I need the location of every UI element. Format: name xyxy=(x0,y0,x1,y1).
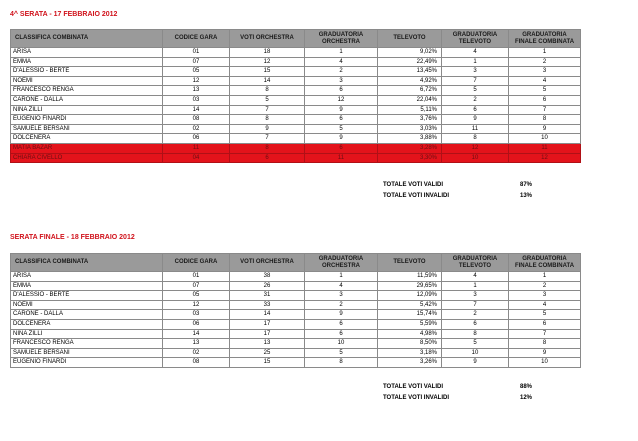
cell-voti-orchestra: 31 xyxy=(230,291,305,301)
cell-artist: EUGENIO FINARDI xyxy=(11,115,163,125)
cell-artist: EMMA xyxy=(11,281,163,291)
cell-televoto: 3,28% xyxy=(378,143,442,153)
cell-voti-orchestra: 7 xyxy=(230,134,305,144)
header-graduatoria-orchestra: GRADUATORIA ORCHESTRA xyxy=(305,254,378,272)
cell-televoto: 3,30% xyxy=(378,153,442,163)
cell-graduatoria-televoto: 6 xyxy=(442,105,509,115)
cell-televoto: 12,09% xyxy=(378,291,442,301)
section1-table xyxy=(10,29,581,163)
cell-graduatoria-televoto: 8 xyxy=(442,134,509,144)
cell-voti-orchestra: 8 xyxy=(230,115,305,125)
cell-televoto: 22,04% xyxy=(378,95,442,105)
table-row xyxy=(11,95,581,105)
cell-televoto: 15,74% xyxy=(378,310,442,320)
table-row xyxy=(11,339,581,349)
cell-artist: ARISA xyxy=(11,272,163,282)
valid-votes-label: TOTALE VOTI VALIDI xyxy=(383,182,443,188)
cell-graduatoria-orchestra: 3 xyxy=(305,291,378,301)
table-row xyxy=(11,57,581,67)
table-row xyxy=(11,86,581,96)
cell-voti-orchestra: 26 xyxy=(230,281,305,291)
table-row xyxy=(11,115,581,125)
cell-artist: CHIARA CIVELLO xyxy=(11,153,163,163)
table-row xyxy=(11,124,581,134)
cell-codice-gara: 02 xyxy=(163,348,230,358)
cell-graduatoria-finale: 9 xyxy=(509,124,581,134)
invalid-votes-value: 12% xyxy=(520,395,533,401)
table-row xyxy=(11,329,581,339)
cell-graduatoria-orchestra: 6 xyxy=(305,143,378,153)
cell-artist: CARONE - DALLA xyxy=(11,95,163,105)
cell-graduatoria-finale: 10 xyxy=(509,134,581,144)
cell-graduatoria-televoto: 7 xyxy=(442,76,509,86)
cell-graduatoria-orchestra: 1 xyxy=(305,48,378,58)
cell-graduatoria-orchestra: 9 xyxy=(305,310,378,320)
cell-graduatoria-finale: 9 xyxy=(509,348,581,358)
table-row xyxy=(11,48,581,58)
cell-graduatoria-televoto: 11 xyxy=(442,124,509,134)
cell-graduatoria-televoto: 10 xyxy=(442,153,509,163)
header-voti-orchestra: VOTI ORCHESTRA xyxy=(230,30,305,48)
table-row xyxy=(11,272,581,282)
cell-televoto: 22,49% xyxy=(378,57,442,67)
cell-codice-gara: 01 xyxy=(163,48,230,58)
cell-artist: MATIA BAZAR xyxy=(11,143,163,153)
cell-graduatoria-finale: 12 xyxy=(509,153,581,163)
table-row xyxy=(11,310,581,320)
cell-graduatoria-televoto: 2 xyxy=(442,95,509,105)
cell-codice-gara: 11 xyxy=(163,143,230,153)
cell-graduatoria-televoto: 9 xyxy=(442,115,509,125)
cell-codice-gara: 13 xyxy=(163,86,230,96)
invalid-votes-label: TOTALE VOTI INVALIDI xyxy=(383,193,449,199)
cell-codice-gara: 04 xyxy=(163,153,230,163)
cell-graduatoria-orchestra: 10 xyxy=(305,339,378,349)
cell-graduatoria-finale: 4 xyxy=(509,76,581,86)
cell-artist: NINA ZILLI xyxy=(11,329,163,339)
cell-televoto: 3,76% xyxy=(378,115,442,125)
cell-graduatoria-orchestra: 12 xyxy=(305,95,378,105)
cell-codice-gara: 06 xyxy=(163,134,230,144)
table-row xyxy=(11,348,581,358)
cell-graduatoria-orchestra: 5 xyxy=(305,348,378,358)
cell-codice-gara: 07 xyxy=(163,57,230,67)
header-televoto: TELEVOTO xyxy=(378,30,442,48)
table-row xyxy=(11,291,581,301)
table-row xyxy=(11,319,581,329)
cell-voti-orchestra: 14 xyxy=(230,310,305,320)
cell-graduatoria-finale: 1 xyxy=(509,48,581,58)
cell-graduatoria-orchestra: 4 xyxy=(305,281,378,291)
cell-televoto: 4,98% xyxy=(378,329,442,339)
cell-graduatoria-orchestra: 9 xyxy=(305,134,378,144)
cell-voti-orchestra: 6 xyxy=(230,153,305,163)
cell-artist: EMMA xyxy=(11,57,163,67)
cell-graduatoria-televoto: 2 xyxy=(442,310,509,320)
header-televoto: TELEVOTO xyxy=(378,254,442,272)
cell-artist: EUGENIO FINARDI xyxy=(11,358,163,368)
cell-graduatoria-finale: 7 xyxy=(509,329,581,339)
cell-graduatoria-finale: 7 xyxy=(509,105,581,115)
cell-voti-orchestra: 9 xyxy=(230,124,305,134)
cell-codice-gara: 03 xyxy=(163,310,230,320)
valid-votes-value: 87% xyxy=(520,182,533,188)
cell-voti-orchestra: 17 xyxy=(230,329,305,339)
cell-graduatoria-orchestra: 8 xyxy=(305,358,378,368)
cell-artist: SAMUELE BERSANI xyxy=(11,124,163,134)
cell-graduatoria-televoto: 4 xyxy=(442,272,509,282)
cell-graduatoria-televoto: 1 xyxy=(442,281,509,291)
cell-codice-gara: 05 xyxy=(163,67,230,77)
cell-graduatoria-finale: 2 xyxy=(509,57,581,67)
cell-graduatoria-televoto: 6 xyxy=(442,319,509,329)
cell-televoto: 3,18% xyxy=(378,348,442,358)
cell-graduatoria-finale: 2 xyxy=(509,281,581,291)
cell-graduatoria-televoto: 3 xyxy=(442,67,509,77)
cell-artist: DOLCENERA xyxy=(11,134,163,144)
cell-graduatoria-orchestra: 6 xyxy=(305,115,378,125)
cell-voti-orchestra: 17 xyxy=(230,319,305,329)
cell-televoto: 3,26% xyxy=(378,358,442,368)
cell-graduatoria-orchestra: 6 xyxy=(305,86,378,96)
cell-artist: CARONE - DALLA xyxy=(11,310,163,320)
cell-voti-orchestra: 7 xyxy=(230,105,305,115)
header-codice-gara: CODICE GARA xyxy=(163,254,230,272)
cell-televoto: 8,50% xyxy=(378,339,442,349)
table-header-row xyxy=(11,254,581,272)
cell-graduatoria-orchestra: 6 xyxy=(305,329,378,339)
cell-artist: NOEMI xyxy=(11,300,163,310)
cell-voti-orchestra: 5 xyxy=(230,95,305,105)
cell-televoto: 9,02% xyxy=(378,48,442,58)
cell-codice-gara: 12 xyxy=(163,300,230,310)
cell-graduatoria-orchestra: 5 xyxy=(305,124,378,134)
cell-codice-gara: 13 xyxy=(163,339,230,349)
valid-votes-value: 88% xyxy=(520,384,533,390)
cell-voti-orchestra: 8 xyxy=(230,86,305,96)
header-voti-orchestra: VOTI ORCHESTRA xyxy=(230,254,305,272)
cell-graduatoria-televoto: 9 xyxy=(442,358,509,368)
cell-voti-orchestra: 12 xyxy=(230,57,305,67)
table-row-eliminated xyxy=(11,143,581,153)
table-row xyxy=(11,105,581,115)
header-graduatoria-orchestra: GRADUATORIA ORCHESTRA xyxy=(305,30,378,48)
cell-voti-orchestra: 15 xyxy=(230,67,305,77)
cell-voti-orchestra: 33 xyxy=(230,300,305,310)
cell-codice-gara: 05 xyxy=(163,291,230,301)
invalid-votes-row xyxy=(383,191,553,202)
cell-graduatoria-televoto: 5 xyxy=(442,339,509,349)
cell-codice-gara: 08 xyxy=(163,358,230,368)
table-row xyxy=(11,76,581,86)
cell-voti-orchestra: 15 xyxy=(230,358,305,368)
cell-graduatoria-televoto: 7 xyxy=(442,300,509,310)
cell-codice-gara: 14 xyxy=(163,105,230,115)
table-row xyxy=(11,300,581,310)
cell-codice-gara: 12 xyxy=(163,76,230,86)
cell-artist: FRANCESCO RENGA xyxy=(11,339,163,349)
cell-graduatoria-finale: 8 xyxy=(509,339,581,349)
cell-graduatoria-finale: 5 xyxy=(509,86,581,96)
cell-graduatoria-finale: 11 xyxy=(509,143,581,153)
header-codice-gara: CODICE GARA xyxy=(163,30,230,48)
cell-graduatoria-finale: 3 xyxy=(509,291,581,301)
cell-graduatoria-orchestra: 1 xyxy=(305,272,378,282)
cell-codice-gara: 06 xyxy=(163,319,230,329)
cell-televoto: 13,45% xyxy=(378,67,442,77)
table-row xyxy=(11,281,581,291)
cell-televoto: 5,42% xyxy=(378,300,442,310)
cell-televoto: 11,59% xyxy=(378,272,442,282)
cell-graduatoria-finale: 6 xyxy=(509,95,581,105)
valid-votes-row xyxy=(383,180,553,191)
cell-codice-gara: 03 xyxy=(163,95,230,105)
table-row xyxy=(11,67,581,77)
cell-televoto: 6,72% xyxy=(378,86,442,96)
valid-votes-row xyxy=(383,382,553,393)
cell-televoto: 4,92% xyxy=(378,76,442,86)
cell-codice-gara: 14 xyxy=(163,329,230,339)
cell-codice-gara: 08 xyxy=(163,115,230,125)
section2-totals xyxy=(383,382,553,404)
cell-graduatoria-finale: 6 xyxy=(509,319,581,329)
header-graduatoria-finale: GRADUATORIA FINALE COMBINATA xyxy=(509,30,581,48)
cell-artist: DOLCENERA xyxy=(11,319,163,329)
cell-graduatoria-televoto: 4 xyxy=(442,48,509,58)
cell-voti-orchestra: 8 xyxy=(230,143,305,153)
table-header-row xyxy=(11,30,581,48)
cell-codice-gara: 07 xyxy=(163,281,230,291)
cell-graduatoria-televoto: 12 xyxy=(442,143,509,153)
section1-totals xyxy=(383,180,553,202)
cell-graduatoria-finale: 3 xyxy=(509,67,581,77)
section2-table-body xyxy=(11,272,581,368)
cell-graduatoria-orchestra: 3 xyxy=(305,76,378,86)
cell-graduatoria-finale: 1 xyxy=(509,272,581,282)
header-classifica: CLASSIFICA COMBINATA xyxy=(11,30,163,48)
cell-voti-orchestra: 38 xyxy=(230,272,305,282)
cell-graduatoria-televoto: 8 xyxy=(442,329,509,339)
cell-artist: FRANCESCO RENGA xyxy=(11,86,163,96)
cell-graduatoria-orchestra: 9 xyxy=(305,105,378,115)
cell-graduatoria-televoto: 1 xyxy=(442,57,509,67)
table-row xyxy=(11,358,581,368)
invalid-votes-value: 13% xyxy=(520,193,533,199)
cell-voti-orchestra: 14 xyxy=(230,76,305,86)
cell-graduatoria-orchestra: 6 xyxy=(305,319,378,329)
invalid-votes-row xyxy=(383,393,553,404)
cell-televoto: 5,59% xyxy=(378,319,442,329)
valid-votes-label: TOTALE VOTI VALIDI xyxy=(383,384,443,390)
cell-televoto: 3,03% xyxy=(378,124,442,134)
cell-graduatoria-finale: 10 xyxy=(509,358,581,368)
cell-codice-gara: 01 xyxy=(163,272,230,282)
cell-artist: ARISA xyxy=(11,48,163,58)
cell-artist: D'ALESSIO - BERTÈ xyxy=(11,291,163,301)
cell-graduatoria-televoto: 10 xyxy=(442,348,509,358)
cell-graduatoria-televoto: 3 xyxy=(442,291,509,301)
header-graduatoria-finale: GRADUATORIA FINALE COMBINATA xyxy=(509,254,581,272)
cell-artist: SAMUELE BERSANI xyxy=(11,348,163,358)
section2-title: SERATA FINALE - 18 FEBBRAIO 2012 xyxy=(10,234,135,241)
section1-table-body xyxy=(11,48,581,163)
cell-artist: D'ALESSIO - BERTÈ xyxy=(11,67,163,77)
cell-voti-orchestra: 13 xyxy=(230,339,305,349)
cell-televoto: 3,88% xyxy=(378,134,442,144)
cell-graduatoria-orchestra: 11 xyxy=(305,153,378,163)
cell-graduatoria-finale: 5 xyxy=(509,310,581,320)
cell-voti-orchestra: 25 xyxy=(230,348,305,358)
table-row xyxy=(11,134,581,144)
cell-voti-orchestra: 18 xyxy=(230,48,305,58)
cell-televoto: 29,65% xyxy=(378,281,442,291)
invalid-votes-label: TOTALE VOTI INVALIDI xyxy=(383,395,449,401)
cell-graduatoria-televoto: 5 xyxy=(442,86,509,96)
cell-graduatoria-orchestra: 2 xyxy=(305,300,378,310)
cell-artist: NOEMI xyxy=(11,76,163,86)
cell-artist: NINA ZILLI xyxy=(11,105,163,115)
cell-graduatoria-finale: 4 xyxy=(509,300,581,310)
cell-graduatoria-orchestra: 4 xyxy=(305,57,378,67)
header-graduatoria-televoto: GRADUATORIA TELEVOTO xyxy=(442,254,509,272)
cell-graduatoria-orchestra: 2 xyxy=(305,67,378,77)
table-row-eliminated xyxy=(11,153,581,163)
section2-table xyxy=(10,253,581,368)
section1-title: 4^ SERATA - 17 FEBBRAIO 2012 xyxy=(10,11,118,18)
header-classifica: CLASSIFICA COMBINATA xyxy=(11,254,163,272)
cell-televoto: 5,11% xyxy=(378,105,442,115)
header-graduatoria-televoto: GRADUATORIA TELEVOTO xyxy=(442,30,509,48)
cell-graduatoria-finale: 8 xyxy=(509,115,581,125)
cell-codice-gara: 02 xyxy=(163,124,230,134)
